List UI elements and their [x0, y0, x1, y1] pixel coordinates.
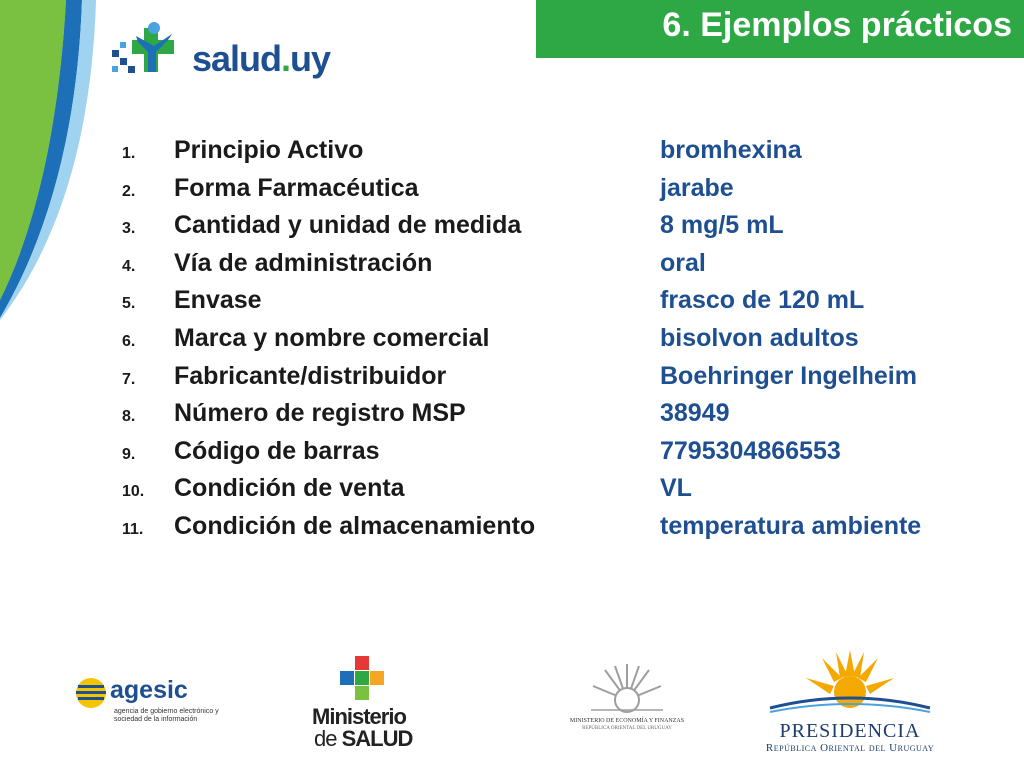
ministerio-salud-logo — [302, 652, 420, 752]
salud-uy-emblem-icon — [110, 20, 190, 80]
list-item — [122, 362, 982, 400]
property-list — [122, 136, 982, 550]
item-label: Número de registro MSP — [174, 399, 466, 428]
agesic-subtitle: agencia de gobierno electrónico y sociedad de la información — [114, 708, 219, 723]
item-value: Boehringer Ingelheim — [660, 361, 917, 390]
list-item — [122, 324, 982, 362]
agesic-logo — [74, 668, 234, 728]
item-number: 7. — [122, 370, 136, 388]
item-number: 11. — [122, 520, 144, 538]
presidencia-logo — [760, 648, 940, 758]
item-value: 8 mg/5 mL — [660, 211, 784, 240]
item-number: 2. — [122, 182, 136, 200]
item-label: Principio Activo — [174, 136, 364, 164]
item-number: 8. — [122, 408, 136, 426]
item-label: Condición de almacenamiento — [174, 511, 536, 540]
item-value: temperatura ambiente — [660, 511, 922, 540]
decorative-swoosh — [0, 0, 110, 320]
salud-uy-wordmark — [192, 38, 330, 80]
msp-name-line1: Ministerio — [312, 704, 406, 729]
salud-uy-logo — [110, 20, 340, 90]
list-item — [122, 174, 982, 212]
title-bar — [536, 0, 1024, 58]
item-label: Marca y nombre comercial — [174, 323, 490, 352]
page-title: 6. Ejemplos prácticos — [662, 6, 1012, 44]
item-label: Forma Farmacéutica — [174, 173, 419, 202]
logo-name-suffix: uy — [290, 38, 331, 79]
presidencia-sun-icon — [760, 648, 940, 720]
item-number: 4. — [122, 257, 136, 275]
item-number: 1. — [122, 145, 136, 162]
msp-cross-icon — [340, 656, 384, 700]
mef-name: MINISTERIO DE ECONOMÍA Y FINANZAS — [569, 718, 685, 724]
item-number: 5. — [122, 295, 136, 313]
logo-name-dot: . — [281, 38, 291, 79]
item-label: Envase — [174, 286, 262, 315]
item-value: VL — [660, 474, 692, 503]
agesic-emblem-icon — [74, 676, 108, 710]
list-item — [122, 399, 982, 437]
list-item — [122, 286, 982, 324]
item-label: Vía de administración — [174, 248, 433, 277]
item-label: Condición de venta — [174, 474, 405, 503]
item-value: oral — [660, 248, 706, 277]
mef-logo — [560, 660, 694, 740]
item-value: 38949 — [660, 399, 730, 428]
logo-name-main: salud — [192, 38, 282, 79]
msp-name-prefix: de — [314, 726, 342, 751]
item-number: 6. — [122, 332, 136, 350]
item-value: 7795304866553 — [660, 436, 841, 465]
agesic-name: agesic — [110, 676, 188, 704]
list-item — [122, 211, 982, 249]
list-item — [122, 136, 982, 174]
item-number: 10. — [122, 483, 145, 501]
item-value: jarabe — [660, 173, 734, 202]
item-label: Cantidad y unidad de medida — [174, 211, 522, 240]
item-value: bromhexina — [660, 136, 802, 164]
presidencia-subtitle: República Oriental del Uruguay — [765, 742, 935, 754]
presidencia-name: PRESIDENCIA — [779, 720, 921, 742]
list-item — [122, 512, 982, 550]
item-label: Código de barras — [174, 436, 380, 465]
item-number: 9. — [122, 445, 136, 463]
list-item — [122, 474, 982, 512]
item-number: 3. — [122, 220, 136, 238]
list-item — [122, 249, 982, 287]
item-value: frasco de 120 mL — [660, 286, 865, 315]
msp-name-bold: SALUD — [341, 726, 413, 751]
item-value: bisolvon adultos — [660, 323, 859, 352]
mef-subtitle: REPÚBLICA ORIENTAL DEL URUGUAY — [582, 726, 672, 731]
item-label: Fabricante/distribuidor — [174, 361, 447, 390]
list-item — [122, 437, 982, 475]
sun-emblem-icon — [587, 660, 667, 716]
msp-name-line2 — [314, 726, 412, 752]
